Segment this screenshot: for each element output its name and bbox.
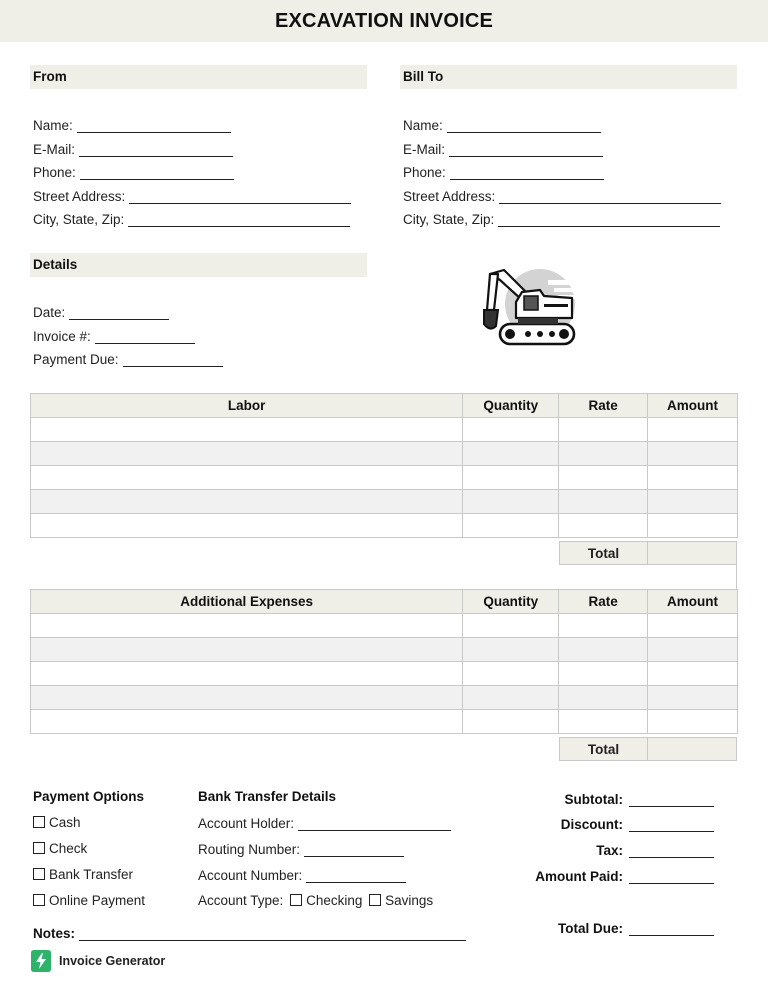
table-row	[31, 710, 738, 734]
checkbox-icon[interactable]	[369, 894, 381, 906]
routing-number-field[interactable]	[304, 842, 404, 857]
cell[interactable]	[31, 686, 463, 710]
total-due-field[interactable]	[629, 921, 714, 936]
total-due-row	[480, 918, 714, 936]
cell[interactable]	[559, 466, 648, 490]
bill-city-field[interactable]	[498, 212, 720, 227]
cell[interactable]	[559, 418, 648, 442]
cell[interactable]	[648, 466, 738, 490]
cell[interactable]	[31, 466, 463, 490]
expenses-table	[30, 589, 738, 734]
option-label: Cash	[49, 815, 81, 830]
bill-phone-field[interactable]	[450, 165, 604, 180]
subtotal-field[interactable]	[629, 792, 714, 807]
from-city-label: City, State, Zip:	[33, 212, 125, 227]
cell[interactable]	[559, 490, 648, 514]
invoice-number-field[interactable]	[95, 329, 195, 344]
account-holder-field[interactable]	[298, 816, 451, 831]
amount-header: Amount	[648, 394, 738, 418]
checkbox-icon[interactable]	[33, 894, 45, 906]
cell[interactable]	[31, 490, 463, 514]
cell[interactable]	[463, 662, 559, 686]
payment-option-bank-transfer[interactable]	[33, 867, 133, 882]
cell[interactable]	[463, 418, 559, 442]
cell[interactable]	[31, 418, 463, 442]
bill-name-label: Name:	[403, 118, 443, 133]
amount-paid-field[interactable]	[629, 869, 714, 884]
bill-email-field[interactable]	[449, 142, 603, 157]
quantity-header: Quantity	[463, 590, 559, 614]
from-street-label: Street Address:	[33, 188, 126, 204]
quantity-header: Quantity	[463, 394, 559, 418]
tax-label: Tax:	[596, 843, 623, 858]
bill-to-heading: Bill To	[400, 65, 737, 89]
from-city-field[interactable]	[128, 212, 350, 227]
cell[interactable]	[648, 614, 738, 638]
divider	[736, 565, 737, 589]
notes-field[interactable]	[79, 926, 466, 941]
account-type-row	[198, 893, 433, 908]
cell[interactable]	[559, 514, 648, 538]
expenses-total-label: Total	[559, 737, 648, 761]
cell[interactable]	[463, 490, 559, 514]
total-due-label: Total Due:	[558, 921, 623, 936]
table-row	[31, 514, 738, 538]
cell[interactable]	[648, 638, 738, 662]
checkbox-icon[interactable]	[33, 816, 45, 828]
cell[interactable]	[559, 442, 648, 466]
labor-total-row	[559, 541, 737, 565]
rate-header: Rate	[559, 394, 648, 418]
expenses-total-value[interactable]	[648, 737, 737, 761]
payment-options-heading: Payment Options	[33, 789, 145, 804]
cell[interactable]	[559, 662, 648, 686]
discount-row	[480, 814, 714, 832]
from-heading: From	[30, 65, 367, 89]
cell[interactable]	[463, 442, 559, 466]
cell[interactable]	[559, 710, 648, 734]
labor-total-value[interactable]	[648, 541, 737, 565]
cell[interactable]	[31, 662, 463, 686]
cell[interactable]	[463, 710, 559, 734]
table-row	[31, 686, 738, 710]
option-label: Online Payment	[49, 893, 146, 908]
table-row	[31, 614, 738, 638]
payment-option-online[interactable]	[33, 893, 145, 908]
account-number-row	[198, 865, 406, 883]
payment-due-label: Payment Due:	[33, 352, 119, 367]
bill-to-fields	[403, 115, 721, 227]
discount-label: Discount:	[560, 817, 623, 832]
from-street-field[interactable]	[129, 189, 351, 204]
table-row	[31, 466, 738, 490]
cell[interactable]	[648, 514, 738, 538]
from-name-field[interactable]	[77, 118, 231, 133]
cell[interactable]	[31, 638, 463, 662]
table-row	[31, 442, 738, 466]
bill-phone-label: Phone:	[403, 165, 446, 180]
subtotal-label: Subtotal:	[564, 792, 623, 807]
account-number-label: Account Number:	[198, 868, 303, 883]
table-row	[31, 418, 738, 442]
from-phone-field[interactable]	[80, 165, 234, 180]
from-email-field[interactable]	[79, 142, 233, 157]
expenses-header-row	[31, 590, 738, 614]
cell[interactable]	[31, 514, 463, 538]
date-field[interactable]	[69, 305, 169, 320]
date-label: Date:	[33, 305, 66, 320]
account-holder-label: Account Holder:	[198, 816, 295, 831]
details-fields	[33, 302, 223, 367]
from-email-label: E-Mail:	[33, 141, 76, 157]
table-row	[31, 638, 738, 662]
payment-option-cash[interactable]	[33, 815, 81, 830]
expenses-header: Additional Expenses	[31, 590, 463, 614]
tax-field[interactable]	[629, 843, 714, 858]
bill-email-label: E-Mail:	[403, 141, 446, 157]
from-phone-label: Phone:	[33, 165, 76, 180]
bill-city-label: City, State, Zip:	[403, 212, 495, 227]
notes-label: Notes:	[33, 926, 76, 941]
expenses-total-row	[559, 737, 737, 761]
cell[interactable]	[463, 514, 559, 538]
table-row	[31, 662, 738, 686]
from-name-label: Name:	[33, 118, 73, 133]
cell[interactable]	[648, 662, 738, 686]
routing-number-label: Routing Number:	[198, 842, 301, 857]
checkbox-icon[interactable]	[33, 868, 45, 880]
checking-label: Checking	[306, 893, 363, 908]
invoice-number-label: Invoice #:	[33, 328, 91, 344]
savings-label: Savings	[385, 893, 434, 908]
amount-header: Amount	[648, 590, 738, 614]
option-label: Check	[49, 841, 88, 856]
invoice-title: EXCAVATION INVOICE	[0, 0, 768, 42]
notes-row	[33, 923, 466, 941]
cell[interactable]	[463, 638, 559, 662]
option-label: Bank Transfer	[49, 867, 134, 882]
payment-option-check[interactable]	[33, 841, 87, 856]
amount-paid-label: Amount Paid:	[535, 869, 623, 884]
account-type-label: Account Type:	[198, 893, 284, 908]
brand-name: Invoice Generator	[59, 954, 166, 968]
cell[interactable]	[463, 466, 559, 490]
cell[interactable]	[648, 442, 738, 466]
labor-header: Labor	[31, 394, 463, 418]
rate-header: Rate	[559, 590, 648, 614]
cell[interactable]	[648, 490, 738, 514]
cell[interactable]	[559, 686, 648, 710]
account-holder-row	[198, 813, 451, 831]
labor-header-row	[31, 394, 738, 418]
checkbox-icon[interactable]	[290, 894, 302, 906]
bill-street-field[interactable]	[499, 189, 721, 204]
labor-total-label: Total	[559, 541, 648, 565]
payment-due-field[interactable]	[123, 352, 223, 367]
bill-name-field[interactable]	[447, 118, 601, 133]
account-number-field[interactable]	[306, 868, 406, 883]
routing-number-row	[198, 839, 404, 857]
brand-logo	[31, 950, 165, 972]
from-fields	[33, 115, 351, 227]
amount-paid-row	[480, 866, 714, 884]
cell[interactable]	[463, 614, 559, 638]
cell[interactable]	[648, 418, 738, 442]
details-heading: Details	[30, 253, 367, 277]
cell[interactable]	[648, 686, 738, 710]
bill-street-label: Street Address:	[403, 188, 496, 204]
labor-table	[30, 393, 738, 538]
cell[interactable]	[31, 710, 463, 734]
subtotal-row	[480, 789, 714, 807]
lightning-logo-icon	[31, 950, 51, 972]
table-row	[31, 490, 738, 514]
excavator-icon	[478, 266, 582, 352]
tax-row	[480, 840, 714, 858]
cell[interactable]	[31, 614, 463, 638]
cell[interactable]	[648, 710, 738, 734]
cell[interactable]	[559, 638, 648, 662]
cell[interactable]	[31, 442, 463, 466]
checkbox-icon[interactable]	[33, 842, 45, 854]
cell[interactable]	[463, 686, 559, 710]
bank-transfer-heading: Bank Transfer Details	[198, 789, 337, 804]
cell[interactable]	[559, 614, 648, 638]
discount-field[interactable]	[629, 817, 714, 832]
